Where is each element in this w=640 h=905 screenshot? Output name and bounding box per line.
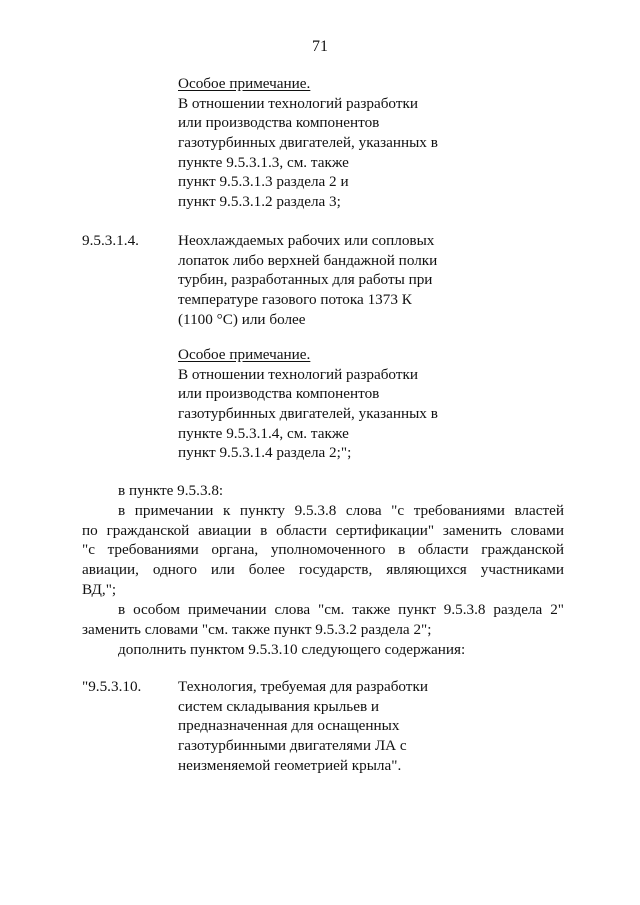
special-note-2 — [178, 345, 438, 463]
item-number: "9.5.3.10. — [82, 678, 142, 695]
item-line: предназначенная для оснащенных — [178, 717, 400, 735]
note-line: или производства компонентов — [178, 114, 380, 132]
item-line: Технология, требуемая для разработки — [178, 678, 428, 695]
item-line: газотурбинными двигателями ЛА с — [178, 737, 407, 755]
note-line: пункте 9.5.3.1.4, см. также — [178, 424, 349, 442]
item-9-5-3-10-text — [178, 677, 428, 775]
amendment-intro-text: в пункте 9.5.3.8: — [118, 482, 224, 499]
item-number: 9.5.3.1.4. — [82, 232, 139, 249]
note-line: пункт 9.5.3.1.3 раздела 2 и — [178, 173, 349, 191]
paragraph-line: по гражданской авиации в области сертификации" заменить словами — [82, 521, 564, 539]
paragraph-line: авиации, одного или более государств, являющихся участниками — [82, 561, 564, 579]
paragraph-line: в примечании к пункту 9.5.3.8 слова "с требованиями властей — [118, 502, 564, 519]
amendment-paragraph-1 — [82, 501, 564, 599]
page-number: 71 — [312, 38, 328, 55]
special-note-1 — [178, 74, 438, 212]
amendment-paragraph-2 — [82, 600, 564, 639]
note-line: газотурбинных двигателей, указанных в — [178, 405, 438, 423]
paragraph-line: заменить словами "см. также пункт 9.5.3.2 раздела 2"; — [82, 620, 432, 638]
item-line: систем складывания крыльев и — [178, 697, 380, 715]
paragraph-line: в особом примечании слова "см. также пункт 9.5.3.8 раздела 2" — [118, 601, 564, 618]
special-note-title: Особое примечание. — [178, 75, 311, 92]
paragraph-line: дополнить пунктом 9.5.3.10 следующего содержания: — [118, 641, 466, 658]
paragraph-line: ВД,"; — [82, 580, 117, 598]
paragraph-line: "с требованиями органа, уполномоченного в области гражданской — [82, 541, 564, 559]
note-line: или производства компонентов — [178, 385, 380, 403]
special-note-title: Особое примечание. — [178, 346, 311, 363]
note-line: В отношении технологий разработки — [178, 365, 418, 383]
item-line: Неохлаждаемых рабочих или сопловых — [178, 232, 435, 249]
item-line: лопаток либо верхней бандажной полки — [178, 251, 438, 269]
note-line: пункт 9.5.3.1.4 раздела 2;"; — [178, 444, 352, 462]
item-line: (1100 °С) или более — [178, 310, 306, 328]
item-line: температуре газового потока 1373 К — [178, 291, 412, 309]
item-9-5-3-1-4-text — [178, 231, 437, 329]
amendment-paragraph-3 — [118, 640, 465, 660]
item-line: неизменяемой геометрией крыла". — [178, 756, 402, 774]
note-line: газотурбинных двигателей, указанных в — [178, 134, 438, 152]
amendment-intro — [118, 481, 223, 501]
note-line: пункт 9.5.3.1.2 раздела 3; — [178, 193, 341, 211]
note-line: пункте 9.5.3.1.3, см. также — [178, 153, 349, 171]
note-line: В отношении технологий разработки — [178, 94, 418, 112]
item-line: турбин, разработанных для работы при — [178, 271, 433, 289]
